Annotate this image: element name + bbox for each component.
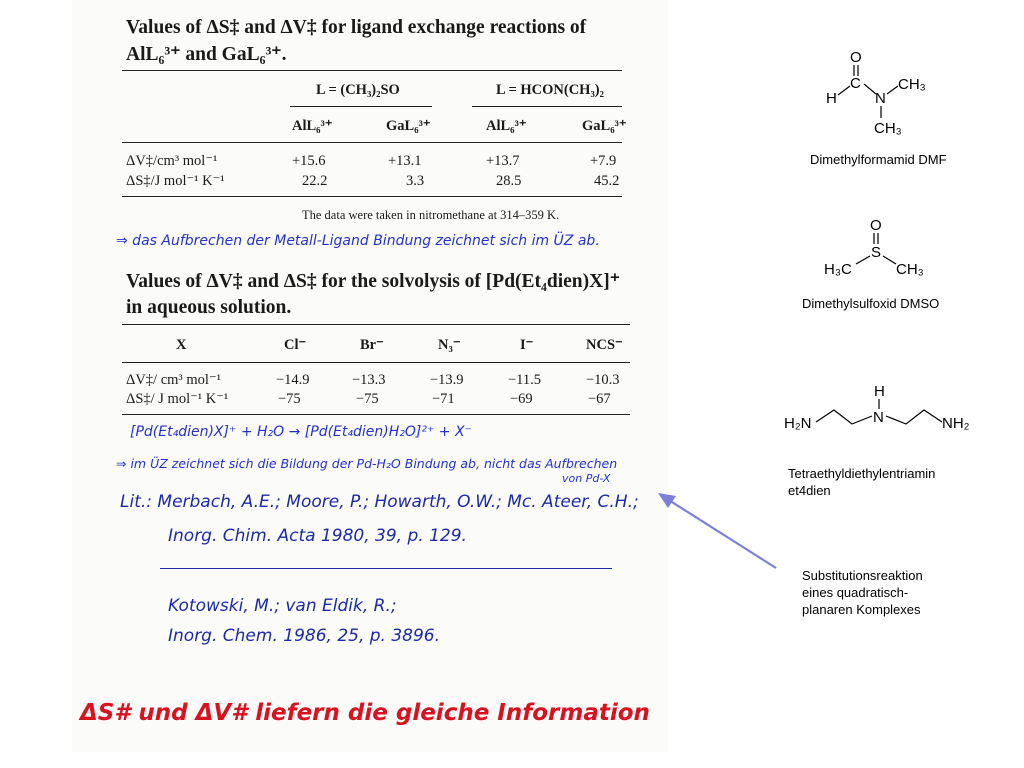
table1-bottom-rule [122, 196, 622, 197]
table2-cell: −11.5 [508, 372, 542, 388]
table1-cell: +15.6 [292, 153, 326, 169]
table1-title-line2: AlL₆³⁺ and GaL₆³⁺. [126, 44, 287, 65]
table2-cell: −67 [588, 391, 611, 407]
dien-label-line2: et4dien [788, 483, 831, 498]
table2-cell: −69 [510, 391, 533, 407]
dien-atom-n: N [873, 409, 884, 426]
table1-group1-rule [290, 106, 432, 107]
dien-atom-nh2: NH₂ [942, 415, 970, 432]
table1-cell: +7.9 [590, 153, 617, 169]
literature-ref-1b: Inorg. Chim. Acta 1980, 39, p. 129. [168, 526, 467, 546]
table2-cell: −13.9 [430, 372, 464, 388]
table1-mid-rule [122, 142, 622, 143]
table2-mid-rule [122, 362, 630, 363]
table2-top-rule [122, 324, 630, 325]
table1-col-header: AlL₆³⁺ [292, 118, 333, 134]
handwritten-divider [160, 568, 612, 569]
table2-cell: −10.3 [586, 372, 620, 388]
table1-group-dmf: L = HCON(CH₃)₂ [496, 82, 604, 98]
table2-cell: −75 [356, 391, 379, 407]
table1-col-header: AlL₆³⁺ [486, 118, 527, 134]
dmf-atom-o: O [850, 49, 862, 66]
table2-col-header: Br⁻ [360, 337, 384, 353]
table2-cell: −75 [278, 391, 301, 407]
table2-title-line2: in aqueous solution. [126, 297, 292, 318]
table2-row-label: ΔV‡/ cm³ mol⁻¹ [126, 372, 221, 388]
table2-col-header: I⁻ [520, 337, 534, 353]
dien-structure [782, 380, 982, 436]
table2-col-header: NCS⁻ [586, 337, 623, 353]
table1-cell: +13.7 [486, 153, 520, 169]
table1-cell: 45.2 [594, 173, 620, 189]
literature-ref-2b: Inorg. Chem. 1986, 25, p. 3896. [168, 626, 441, 646]
dmf-atom-n: N [875, 90, 886, 107]
table1-group2-rule [472, 106, 622, 107]
table1-cell: 22.2 [302, 173, 328, 189]
table2-col-header: Cl⁻ [284, 337, 307, 353]
table1-cell: 3.3 [406, 173, 425, 189]
dmf-structure [820, 44, 940, 139]
table1-cell: 28.5 [496, 173, 522, 189]
table1-top-rule [122, 70, 622, 71]
table1-col-header: GaL₆³⁺ [386, 118, 431, 134]
dmf-atom-h: H [826, 90, 837, 107]
annotation-line3: planaren Komplexes [802, 602, 921, 617]
table1-cell: +13.1 [388, 153, 422, 169]
annotation-line2: eines quadratisch- [802, 585, 909, 600]
dmso-atom-h3c: H₃C [824, 261, 852, 278]
table2-cell: −14.9 [276, 372, 310, 388]
dmf-label: Dimethylformamid DMF [810, 152, 947, 167]
dmso-atom-o: O [870, 217, 882, 234]
table2-cell: −13.3 [352, 372, 386, 388]
table2-col-header: N₃⁻ [438, 337, 461, 353]
dien-atom-h: H [874, 383, 885, 400]
dmso-atom-s: S [871, 244, 882, 261]
table2-row-label: ΔS‡/ J mol⁻¹ K⁻¹ [126, 391, 229, 407]
table1-row-label: ΔV‡/cm³ mol⁻¹ [126, 153, 218, 169]
dmso-atom-ch3: CH₃ [896, 261, 924, 278]
annotation-line1: Substitutionsreaktion [802, 568, 923, 583]
conclusion-note: ΔS# und ΔV# liefern die gleiche Information [80, 700, 650, 726]
scanned-page [72, 0, 668, 752]
table1-row-label: ΔS‡/J mol⁻¹ K⁻¹ [126, 173, 225, 189]
handwritten-note-1: ⇒ das Aufbrechen der Metall-Ligand Bindung zeichnet sich im ÜZ ab. [116, 233, 600, 249]
dmso-structure [820, 212, 940, 282]
pointer-arrow [650, 488, 790, 578]
dmf-atom-ch3: CH₃ [898, 76, 926, 93]
dien-label-line1: Tetraethyldiethylentriamin [788, 466, 936, 481]
table1-footnote: The data were taken in nitromethane at 314–359 K. [302, 208, 560, 222]
literature-ref-1: Lit.: Merbach, A.E.; Moore, P.; Howarth, O.W.; Mc. Ateer, C.H.; [120, 492, 639, 512]
table2-cell: −71 [432, 391, 455, 407]
table2-bottom-rule [122, 414, 630, 415]
handwritten-note-2: ⇒ im ÜZ zeichnet sich die Bildung der Pd-H₂O Bindung ab, nicht das Aufbrechen [116, 456, 618, 471]
table2-title-line1: Values of ΔV‡ and ΔS‡ for the solvolysis of [Pd(Et₄dien)X]⁺ [126, 271, 621, 292]
table1-col-header: GaL₆³⁺ [582, 118, 627, 134]
dmso-label: Dimethylsulfoxid DMSO [802, 296, 940, 311]
dien-atom-h2n: H₂N [784, 415, 812, 432]
literature-ref-2: Kotowski, M.; van Eldik, R.; [168, 596, 397, 616]
handwritten-note-2b: von Pd-X [562, 472, 611, 485]
dmf-atom-c: C [850, 75, 861, 92]
table1-group-dmso: L = (CH₃)₂SO [316, 82, 400, 98]
table1-title-line1: Values of ΔS‡ and ΔV‡ for ligand exchange reactions of [126, 17, 587, 38]
handwritten-equation: [Pd(Et₄dien)X]⁺ + H₂O → [Pd(Et₄dien)H₂O]²⁺ + X⁻ [130, 424, 472, 440]
dmf-atom-ch3-bottom: CH₃ [874, 120, 902, 137]
table2-col-header: X [176, 337, 187, 353]
